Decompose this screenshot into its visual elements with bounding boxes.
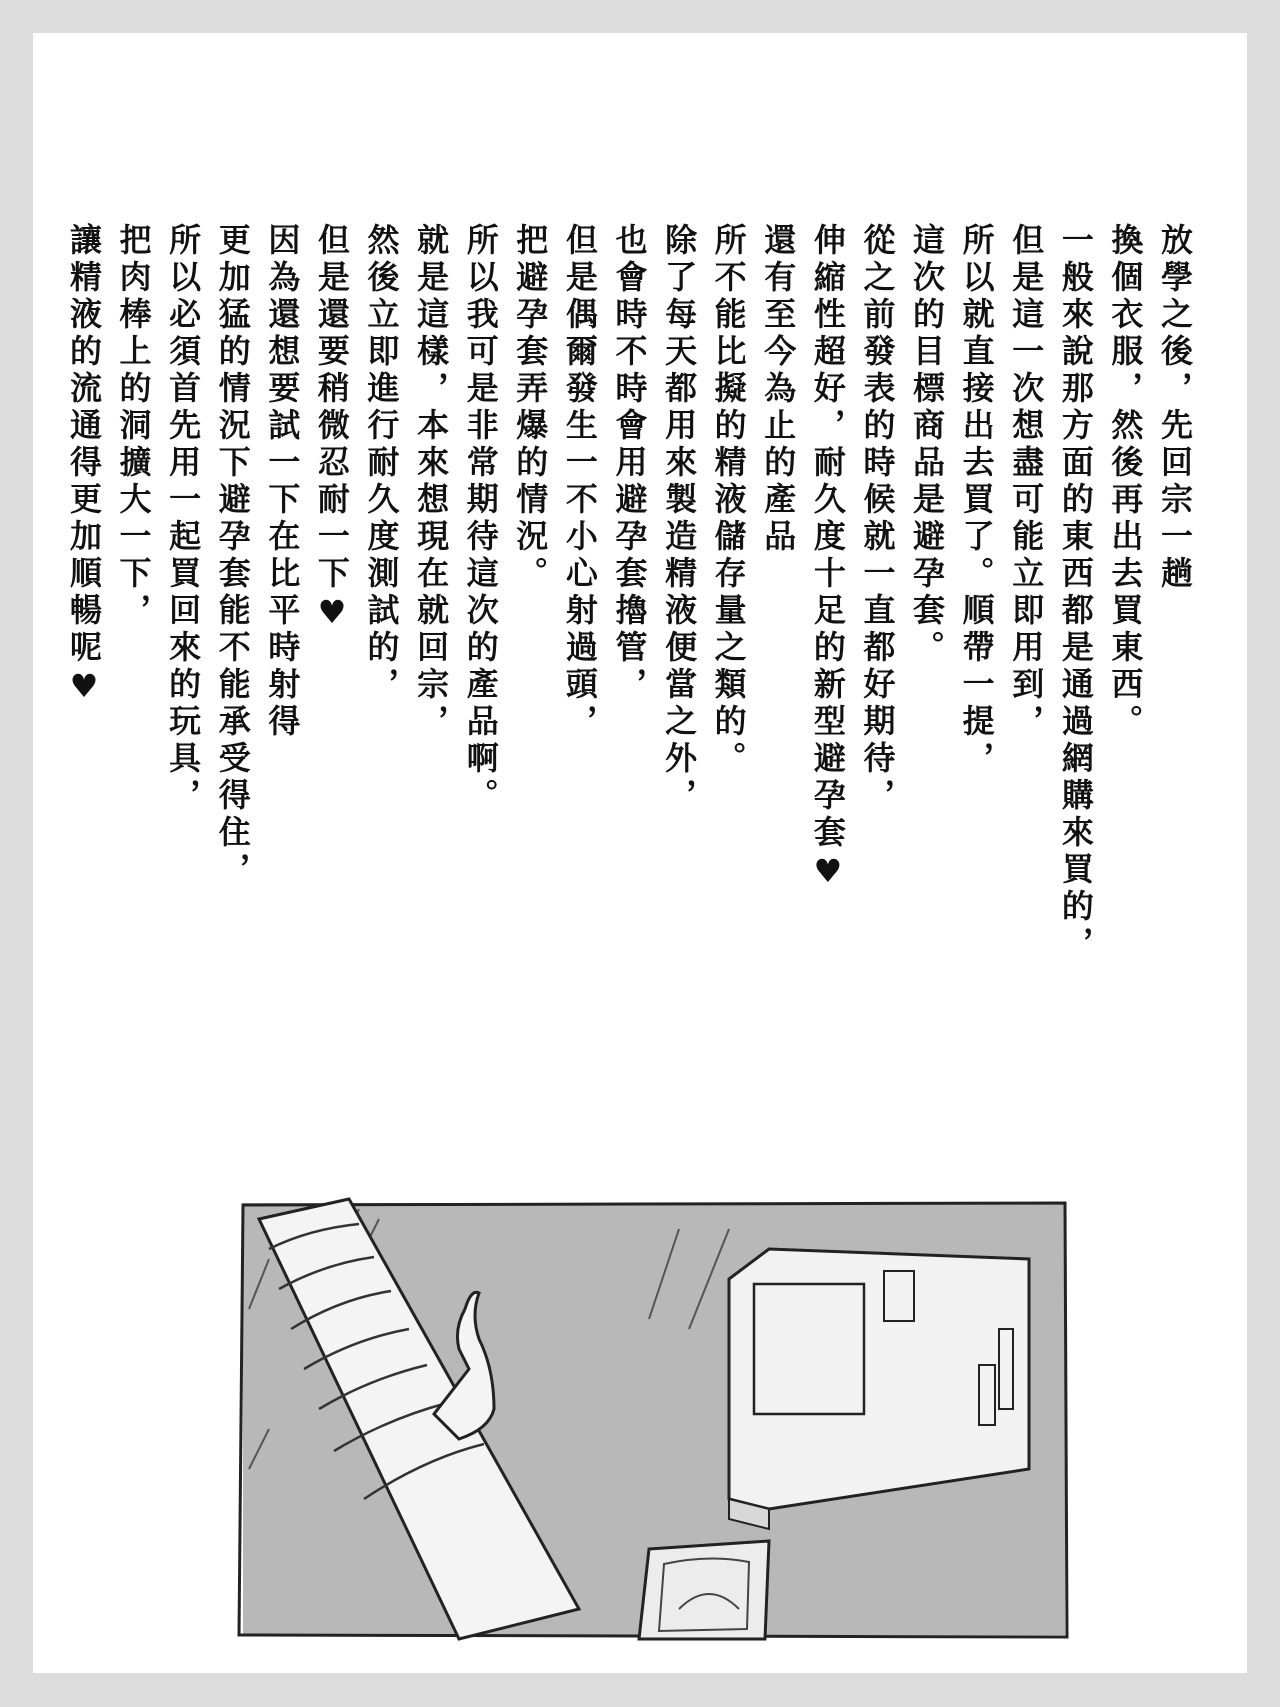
comic-panel <box>209 1169 1097 1643</box>
narration-column: 這次的目標商品是避孕套。 <box>908 223 947 667</box>
narration-column: 就是這樣，本來想現在就回宗， <box>412 223 451 741</box>
desk-illustration <box>209 1169 1097 1643</box>
narration-column: 更加猛的情況下避孕套能不能承受得住， <box>213 223 252 889</box>
narration-column: 但是這一次想盡可能立即用到， <box>1007 223 1046 741</box>
narration-column: 但是還要稍微忍耐一下♥ <box>312 223 351 636</box>
narration-column: 從之前發表的時候就一直都好期待， <box>858 223 897 815</box>
narration-column: 換個衣服，然後再出去買東西。 <box>1106 223 1145 741</box>
narration-column: 所以我可是非常期待這次的產品啊。 <box>461 223 500 815</box>
narration-column: 還有至今為止的產品 <box>759 223 798 556</box>
package <box>639 1541 769 1639</box>
narration-column: 讓精液的流通得更加順暢呢♥ <box>64 223 103 710</box>
narration-column: 所以就直接出去買了。順帶一提， <box>957 223 996 778</box>
narration-column: 把肉棒上的洞擴大一下， <box>114 223 153 630</box>
narration-column: 伸縮性超好，耐久度十足的新型避孕套♥ <box>808 223 847 895</box>
vertical-narration <box>64 223 1199 1043</box>
narration-column: 放學之後，先回宗一趟 <box>1156 223 1194 593</box>
narration-column: 也會時不時會用避孕套擼管， <box>610 223 649 704</box>
comic-page <box>33 33 1247 1673</box>
narration-column: 但是偶爾發生一不小心射過頭， <box>560 223 599 741</box>
narration-column: 把避孕套弄爆的情況。 <box>511 223 550 593</box>
narration-column: 一般來說那方面的東西都是通過網購來買的， <box>1056 223 1095 963</box>
narration-column: 所不能比擬的精液儲存量之類的。 <box>709 223 748 778</box>
narration-column: 然後立即進行耐久度測試的， <box>362 223 401 704</box>
narration-column: 所以必須首先用一起買回來的玩具， <box>164 223 203 815</box>
narration-column: 除了每天都用來製造精液便當之外， <box>660 223 699 815</box>
narration-column: 因為還想要試一下在比平時射得 <box>263 223 302 741</box>
